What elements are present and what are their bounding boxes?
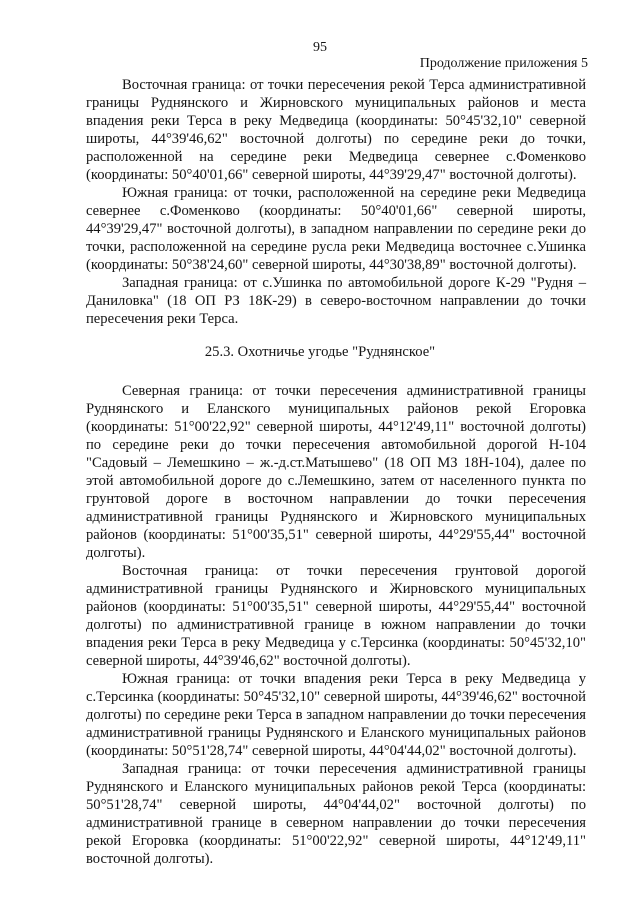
south-boundary-paragraph: Южная граница: от точки, расположенной на середине реки Медведица севернее с.Фоменково (координаты: 50°40'01,66" северной широты, 44°39'29,47" восточной долготы), в западном направлении по середине реки до точки, расположенной на середине русла реки Медведица восточнее с.Ушинка (координаты: 50°38'24,60" северной широты, 44°30'38,89" восточной долготы). bbox=[86, 185, 586, 273]
west-boundary-paragraph: Западная граница: от с.Ушинка по автомобильной дороге К-29 "Рудня – Даниловка" (18 ОП РЗ 18К-29) в северо-восточном направлении до точки пересечения реки Терса. bbox=[86, 275, 586, 327]
previous-section-body bbox=[86, 76, 586, 328]
east-boundary-paragraph: Восточная граница: от точки пересечения грунтовой дорогой административной границы Руднянского и Жирновского муниципальных районов (координаты: 51°00'35,51" северной широты, 44°29'55,44" восточной долготы) по административной границе в южном направлении до точки впадения реки Терса в реку Медведица у с.Терсинка (координаты: 50°45'32,10" северной широты, 44°39'46,62" восточной долготы). bbox=[86, 563, 586, 669]
section-heading: 25.3. Охотничье угодье "Руднянское" bbox=[204, 344, 436, 360]
south-boundary-paragraph: Южная граница: от точки впадения реки Терса в реку Медведица у с.Терсинка (координаты: 50°45'32,10" северной широты, 44°39'46,62" восточной долготы) по середине реки Терса в западном направлении до точки пересечения административной границы Руднянского и Еланского муниципальных районов (координаты: 50°51'28,74" северной широты, 44°04'44,02" восточной долготы). bbox=[86, 671, 586, 759]
north-boundary-paragraph: Северная граница: от точки пересечения административной границы Руднянского и Еланского муниципальных районов рекой Егоровка (координаты: 51°00'22,92" северной широты, 44°12'49,11" восточной долготы) по середине реки до точки пересечения автомобильной дорогой Н-104 "Садовый – Лемешкино – ж.-д.ст.Матышево" (18 ОП МЗ 18Н-104), далее по этой автомобильной дороге до с.Лемешкино, затем от населенного пункта по грунтовой дороге в восточном направлении до точки пересечения административной границы Руднянского и Жирновского муниципальных районов (координаты: 51°00'35,51" северной широты, 44°29'55,44" восточной долготы). bbox=[86, 383, 586, 561]
east-boundary-paragraph: Восточная граница: от точки пересечения рекой Терса административной границы Руднянского и Жирновского муниципальных районов и места впадения реки Терса в реку Медведица (координаты: 50°45'32,10" северной широты, 44°39'46,62" восточной долготы) по середине реки до точки, расположенной на середине реки Медведица севернее с.Фоменково (координаты: 50°40'01,66" северной широты, 44°39'29,47" восточной долготы). bbox=[86, 77, 586, 183]
west-boundary-paragraph: Западная граница: от точки пересечения административной границы Руднянского и Еланского муниципальных районов рекой Терса (координаты: 50°51'28,74" северной широты, 44°04'44,02" восточной долготы) по административной границе в северном направлении до точки пересечения рекой Егоровка (координаты: 51°00'22,92" северной широты, 44°12'49,11" восточной долготы). bbox=[86, 761, 586, 867]
page-number: 95 bbox=[313, 40, 327, 55]
section-body bbox=[86, 382, 586, 868]
continuation-note: Продолжение приложения 5 bbox=[419, 56, 588, 71]
